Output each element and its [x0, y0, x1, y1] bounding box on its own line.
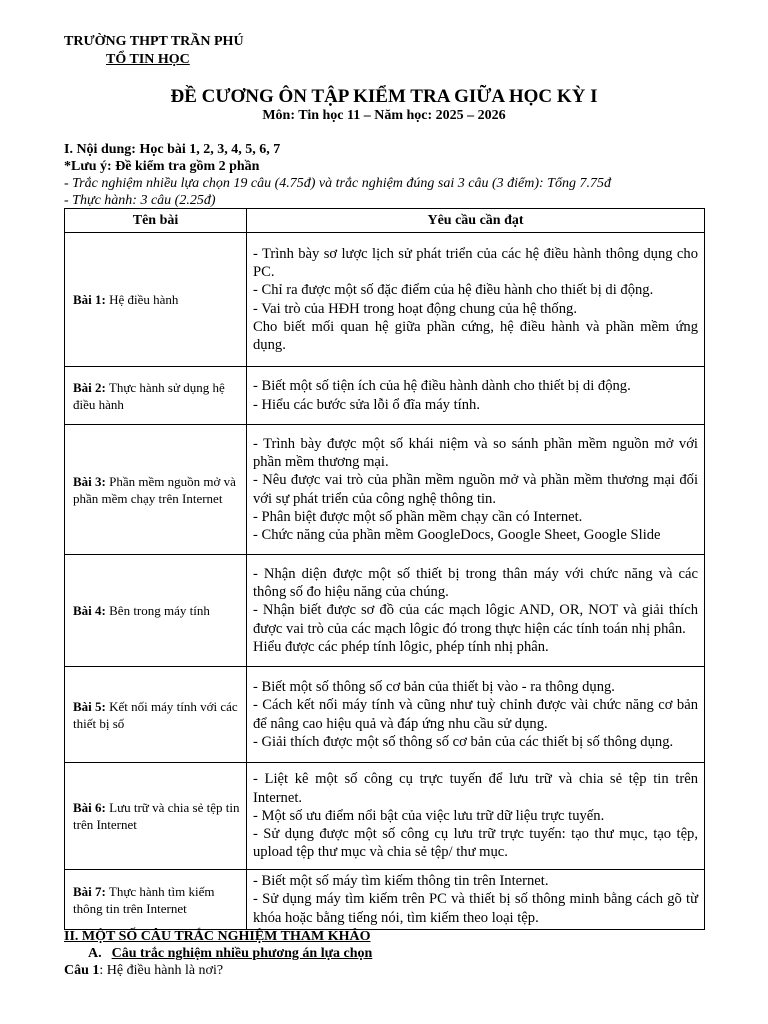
header-requirements: Yêu cầu cần đạt: [247, 209, 705, 233]
lesson-title: Thực hành tìm kiếm thông tin trên Internet: [73, 883, 215, 916]
lesson-title: Thực hành sử dụng hệ điều hành: [73, 379, 225, 412]
note-line: *Lưu ý: Đề kiểm tra gồm 2 phần: [64, 159, 260, 174]
requirements-cell: [247, 555, 705, 667]
requirement-item: - Biết một số thông số cơ bản của thiết bị vào - ra thông dụng.: [253, 678, 615, 695]
table-row: [65, 233, 705, 367]
requirement-item: - Nhận biết được sơ đồ của các mạch lôgic AND, OR, NOT và giải thích được vai trò của các mạch lôgic đó trong thực hiện các tính toán nhị phân.: [253, 602, 698, 637]
requirement-item: - Vai trò của HĐH trong hoạt động chung của hệ thống.: [253, 300, 577, 317]
requirement-item: - Biết một số máy tìm kiếm thông tin trên Internet.: [253, 873, 549, 890]
requirements-cell: [247, 667, 705, 763]
requirement-item: - Một số ưu điểm nổi bật của việc lưu trữ dữ liệu trực tuyến.: [253, 807, 605, 824]
table-row: [65, 367, 705, 425]
requirement-item: - Chỉ ra được một số đặc điểm của hệ điều hành cho thiết bị di động.: [253, 282, 654, 299]
requirement-item: - Phân biệt được một số phần mềm chạy cần có Internet.: [253, 508, 583, 525]
lesson-number: Bài 6:: [73, 800, 106, 815]
requirement-item: - Trình bày được một số khái niệm và so sánh phần mềm nguồn mở với phần mềm thương mại.: [253, 435, 698, 470]
intro-block: [64, 141, 611, 209]
requirement-item: - Chức năng của phần mềm GoogleDocs, Google Sheet, Google Slide: [253, 527, 661, 544]
lesson-name-cell: [65, 233, 247, 367]
table-row: [65, 763, 705, 870]
requirements-cell: [247, 233, 705, 367]
requirements-cell: [247, 763, 705, 870]
lesson-number: Bài 1:: [73, 292, 106, 307]
question-text: : Hệ điều hành là nơi?: [99, 963, 224, 978]
requirement-item: - Sử dụng máy tìm kiếm trên PC và thiết bị số thông minh bằng cách gõ từ khóa hoặc bằng tiếng nói, tìm kiếm theo loại tệp.: [253, 891, 698, 926]
lesson-title: Phần mềm nguồn mở và phần mềm chạy trên Internet: [73, 473, 236, 506]
requirement-item: - Giải thích được một số thông số cơ bản của các thiết bị số thông dụng.: [253, 733, 674, 750]
question-label: Câu 1: [64, 963, 100, 978]
lesson-name-cell: [65, 555, 247, 667]
lesson-number: Bài 2:: [73, 379, 106, 395]
requirement-item: - Nhận diện được một số thiết bị trong thân máy với chức năng và các thông số đo hiệu năng của chúng.: [253, 565, 698, 601]
syllabus-table: [64, 208, 705, 930]
lesson-number: Bài 7:: [73, 883, 106, 899]
requirements-cell: [247, 367, 705, 425]
question-1: [64, 963, 223, 979]
table-row: [65, 870, 705, 930]
lesson-number: Bài 3:: [73, 473, 106, 489]
requirement-item: - Sử dụng được một số công cụ lưu trữ trực tuyến: tạo thư mục, tạo tệp, upload tệp thư mục và chia sẻ tệp/ thư mục.: [253, 826, 698, 861]
lesson-title: Lưu trữ và chia sẻ tệp tin trên Internet: [73, 800, 240, 832]
part1-line: - Trắc nghiệm nhiều lựa chọn 19 câu (4.75đ) và trắc nghiệm đúng sai 3 câu (3 điểm): Tổng 7.75đ: [64, 176, 611, 191]
requirement-item: - Liệt kê một số công cụ trực tuyến để lưu trữ và chia sẻ tệp tin trên Internet.: [253, 771, 698, 806]
requirement-item: - Nêu được vai trò của phần mềm nguồn mở và phần mềm thương mại đối với sự phát triển của công nghệ thông tin.: [253, 472, 698, 507]
requirement-item: - Hiểu các bước sửa lỗi ổ đĩa máy tính.: [253, 396, 480, 413]
lesson-title: Kết nối máy tính với các thiết bị số: [73, 698, 238, 731]
lesson-title: Bên trong máy tính: [105, 603, 210, 618]
part2-line: - Thực hành: 3 câu (2.25đ): [64, 193, 216, 208]
subsection-title: Câu trắc nghiệm nhiều phương án lựa chọn: [111, 946, 373, 961]
lesson-name-cell: [65, 667, 247, 763]
table-header-row: [65, 209, 705, 233]
department-name: TỔ TIN HỌC: [106, 52, 190, 67]
lesson-number: Bài 4:: [73, 603, 106, 618]
lesson-number: Bài 5:: [73, 698, 106, 714]
requirements-cell: [247, 425, 705, 555]
lesson-name-cell: [65, 425, 247, 555]
subsection-a: [88, 946, 372, 962]
subsection-marker: A.: [88, 946, 102, 961]
requirement-item: Hiểu được các phép tính lôgic, phép tính nhị phân.: [253, 638, 549, 655]
table-row: [65, 555, 705, 667]
table-row: [65, 425, 705, 555]
document-title: ĐỀ CƯƠNG ÔN TẬP KIỂM TRA GIỮA HỌC KỲ I: [170, 86, 598, 107]
lesson-name-cell: [65, 763, 247, 870]
content-line: I. Nội dung: Học bài 1, 2, 3, 4, 5, 6, 7: [64, 142, 281, 157]
lesson-name-cell: [65, 367, 247, 425]
lesson-title: Hệ điều hành: [105, 292, 179, 307]
section2-title: II. MỘT SỐ CÂU TRẮC NGHIỆM THAM KHẢO: [64, 929, 371, 944]
table-row: [65, 667, 705, 763]
requirement-item: - Cách kết nối máy tính và cũng như tuỳ chỉnh được vài chức năng cơ bản để nâng cao hiệu quả và đáp ứng nhu cầu sử dụng.: [253, 697, 698, 732]
school-name: TRƯỜNG THPT TRẦN PHÚ: [64, 34, 244, 49]
requirement-item: Cho biết mối quan hệ giữa phần cứng, hệ điều hành và phần mềm ứng dụng.: [253, 318, 698, 354]
header-lesson: Tên bài: [65, 209, 247, 233]
requirement-item: - Trình bày sơ lược lịch sử phát triển của các hệ điều hành thông dụng cho PC.: [253, 245, 698, 280]
requirement-item: - Biết một số tiện ích của hệ điều hành dành cho thiết bị di động.: [253, 378, 631, 395]
requirements-cell: [247, 870, 705, 930]
lesson-name-cell: [65, 870, 247, 930]
document-subtitle: Môn: Tin học 11 – Năm học: 2025 – 2026: [262, 108, 506, 123]
